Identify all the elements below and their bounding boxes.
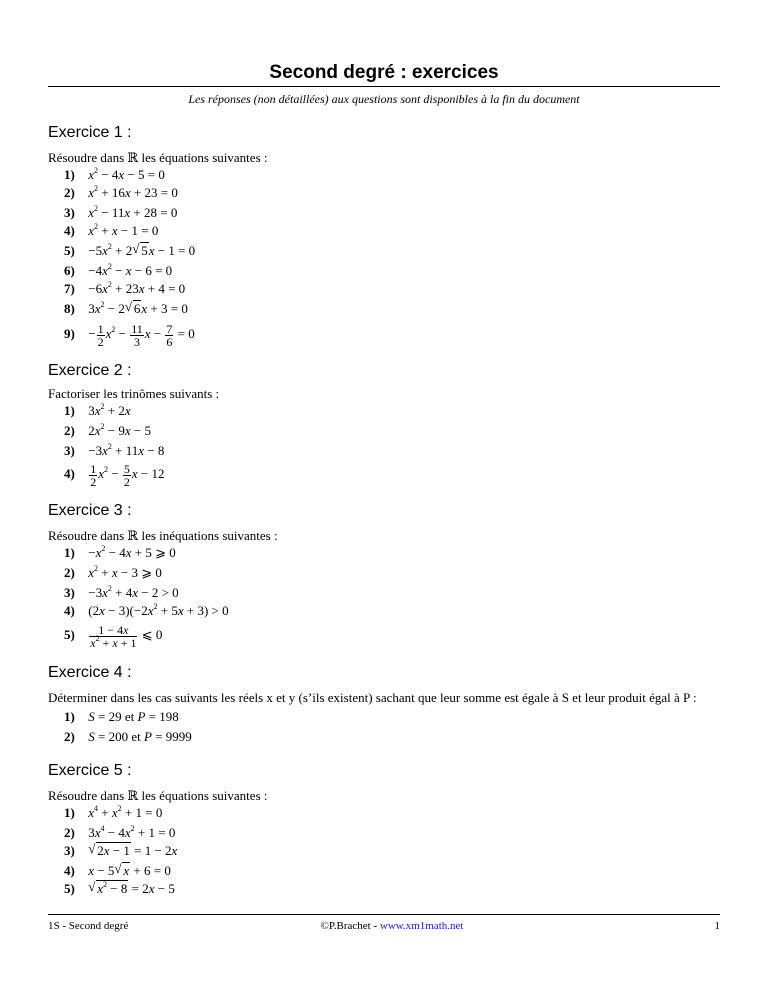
exercise-5-intro: Résoudre dans ℝ les équations suivantes :	[48, 788, 268, 803]
item-number: 4)	[64, 863, 75, 878]
item-equation: $-6x^2 + 23x + 4 = 0$	[88, 280, 186, 296]
item-number: 2)	[64, 423, 75, 438]
item-equation: $x^2 - 4x - 5 = 0$	[88, 166, 165, 182]
page-subtitle: Les réponses (non détaillées) aux questions sont disponibles à la fin du document	[188, 92, 580, 106]
exercise-3-item-4	[64, 602, 229, 620]
item-number: 3)	[64, 585, 75, 600]
exercise-5-item-4	[64, 862, 171, 880]
exercise-5-item-3	[64, 842, 177, 860]
exercise-4-title: Exercice 4 :	[48, 664, 132, 681]
item-equation: $3x^4 - 4x^2 + 1 = 0$	[88, 824, 176, 840]
item-inequation: $(2x - 3)(-2x^2 + 5x + 3) > 0$	[88, 602, 229, 618]
exercise-1-item-3	[64, 204, 177, 222]
exercise-2-item-3	[64, 442, 164, 460]
exercise-3-item-1	[64, 544, 176, 562]
exercise-4-item-2	[64, 728, 192, 746]
exercise-5-item-2	[64, 824, 175, 842]
item-number: 1)	[64, 805, 75, 820]
item-number: 9)	[64, 326, 75, 341]
exercise-3-item-2	[64, 564, 162, 582]
item-number: 1)	[64, 167, 75, 182]
item-number: 1)	[64, 709, 75, 724]
item-inequation: $\frac{1 - 4x}{x^2 + x + 1}$ ⩽ 0	[90, 622, 163, 650]
exercise-3-item-5	[64, 620, 162, 650]
item-inequation: $-3x^2 + 4x - 2 > 0$	[88, 584, 179, 600]
exercise-2-item-2	[64, 422, 151, 440]
item-number: 4)	[64, 466, 75, 481]
item-number: 3)	[64, 443, 75, 458]
item-condition: S = 29 et P = 198	[88, 709, 179, 724]
item-number: 7)	[64, 281, 75, 296]
item-number: 2)	[64, 729, 75, 744]
exercise-5-title: Exercice 5 :	[48, 762, 132, 779]
exercise-1-item-7	[64, 280, 185, 298]
exercise-1-item-6	[64, 262, 172, 280]
exercise-1-intro: Résoudre dans ℝ les équations suivantes :	[48, 150, 268, 165]
exercise-2-item-1	[64, 402, 131, 420]
item-equation: $x^2 + x - 1 = 0$	[88, 222, 159, 238]
exercise-3-intro: Résoudre dans ℝ les inéquations suivantes :	[48, 528, 278, 543]
item-number: 2)	[64, 825, 75, 840]
exercise-4-item-1	[64, 708, 179, 726]
exercise-1-item-4	[64, 222, 158, 240]
item-inequation: $-x^2 - 4x + 5$ ⩾ 0	[88, 544, 176, 560]
item-expression: $-3x^2 + 11x - 8$	[88, 442, 165, 458]
item-equation: $-4x^2 - x - 6 = 0$	[88, 262, 173, 278]
exercise-1-title: Exercice 1 :	[48, 124, 132, 141]
item-equation: $x^4 + x^2 + 1 = 0$	[88, 804, 163, 820]
item-expression: $3x^2 + 2x$	[88, 402, 131, 418]
exercise-1-item-8	[64, 300, 188, 318]
item-number: 6)	[64, 263, 75, 278]
item-number: 3)	[64, 205, 75, 220]
item-equation: x − 5 √ x + 6 = 0	[88, 861, 171, 878]
exercise-2-intro: Factoriser les trinômes suivants :	[48, 386, 220, 401]
page-title: Second degré : exercices	[269, 62, 499, 83]
exercise-1-item-9	[64, 320, 195, 348]
item-number: 1)	[64, 545, 75, 560]
footer-website-link[interactable]: www.xm1math.net	[379, 920, 464, 932]
item-number: 2)	[64, 185, 75, 200]
footer-credit	[312, 920, 472, 932]
item-number: 3)	[64, 843, 75, 858]
exercise-2-item-4	[64, 460, 165, 488]
exercise-4-intro: Déterminer dans les cas suivants les réels x et y (s’ils existent) sachant que leur somme est égale à S et leur produit égal à P :	[48, 690, 697, 705]
exercise-3-title: Exercice 3 :	[48, 502, 132, 519]
exercise-1-item-2	[64, 184, 178, 202]
page-number: 1	[714, 920, 720, 932]
exercise-2-title: Exercice 2 :	[48, 362, 132, 379]
item-expression: $\frac{1}{2}$ $x^2$ − $\frac{5}{2}$ x − 12	[90, 461, 165, 489]
exercise-5-item-5	[64, 880, 175, 898]
exercise-1-item-5	[64, 242, 195, 260]
item-number: 4)	[64, 603, 75, 618]
item-inequation: $x^2 + x - 3$ ⩾ 0	[88, 564, 162, 580]
item-equation: $x^2 + 16x + 23 = 0$	[88, 184, 178, 200]
footer-author: ©P.Brachet -	[320, 920, 380, 932]
item-number: 4)	[64, 223, 75, 238]
exercise-3-item-3	[64, 584, 179, 602]
footer-rule	[48, 914, 720, 915]
footer-course: 1S - Second degré	[48, 920, 129, 932]
item-equation: $-5x^2 + 2$ √ 5x − 1 = 0	[88, 241, 196, 258]
title-rule	[48, 86, 720, 87]
item-number: 5)	[64, 243, 75, 258]
exercise-1-item-1	[64, 166, 165, 184]
item-number: 2)	[64, 565, 75, 580]
item-number: 8)	[64, 301, 75, 316]
item-equation: − $\frac{1}{2}$ $x^2$ − $\frac{11}{3}$ x − $\frac{7}{6}$ = 0	[88, 321, 195, 349]
item-number: 5)	[64, 627, 75, 642]
item-equation: √ 2x − 1 = 1 − 2x	[88, 841, 178, 858]
item-number: 5)	[64, 881, 75, 896]
item-equation: √ $x^2 - 8 = 2x - 5$	[88, 879, 175, 896]
item-condition: S = 200 et P = 9999	[88, 729, 192, 744]
item-equation: $x^2 - 11x + 28 = 0$	[88, 204, 178, 220]
item-equation: $3x^2 - 2$ √ 6x + 3 = 0	[88, 299, 188, 316]
item-expression: $2x^2 - 9x - 5$	[88, 422, 151, 438]
exercise-5-item-1	[64, 804, 162, 822]
item-number: 1)	[64, 403, 75, 418]
